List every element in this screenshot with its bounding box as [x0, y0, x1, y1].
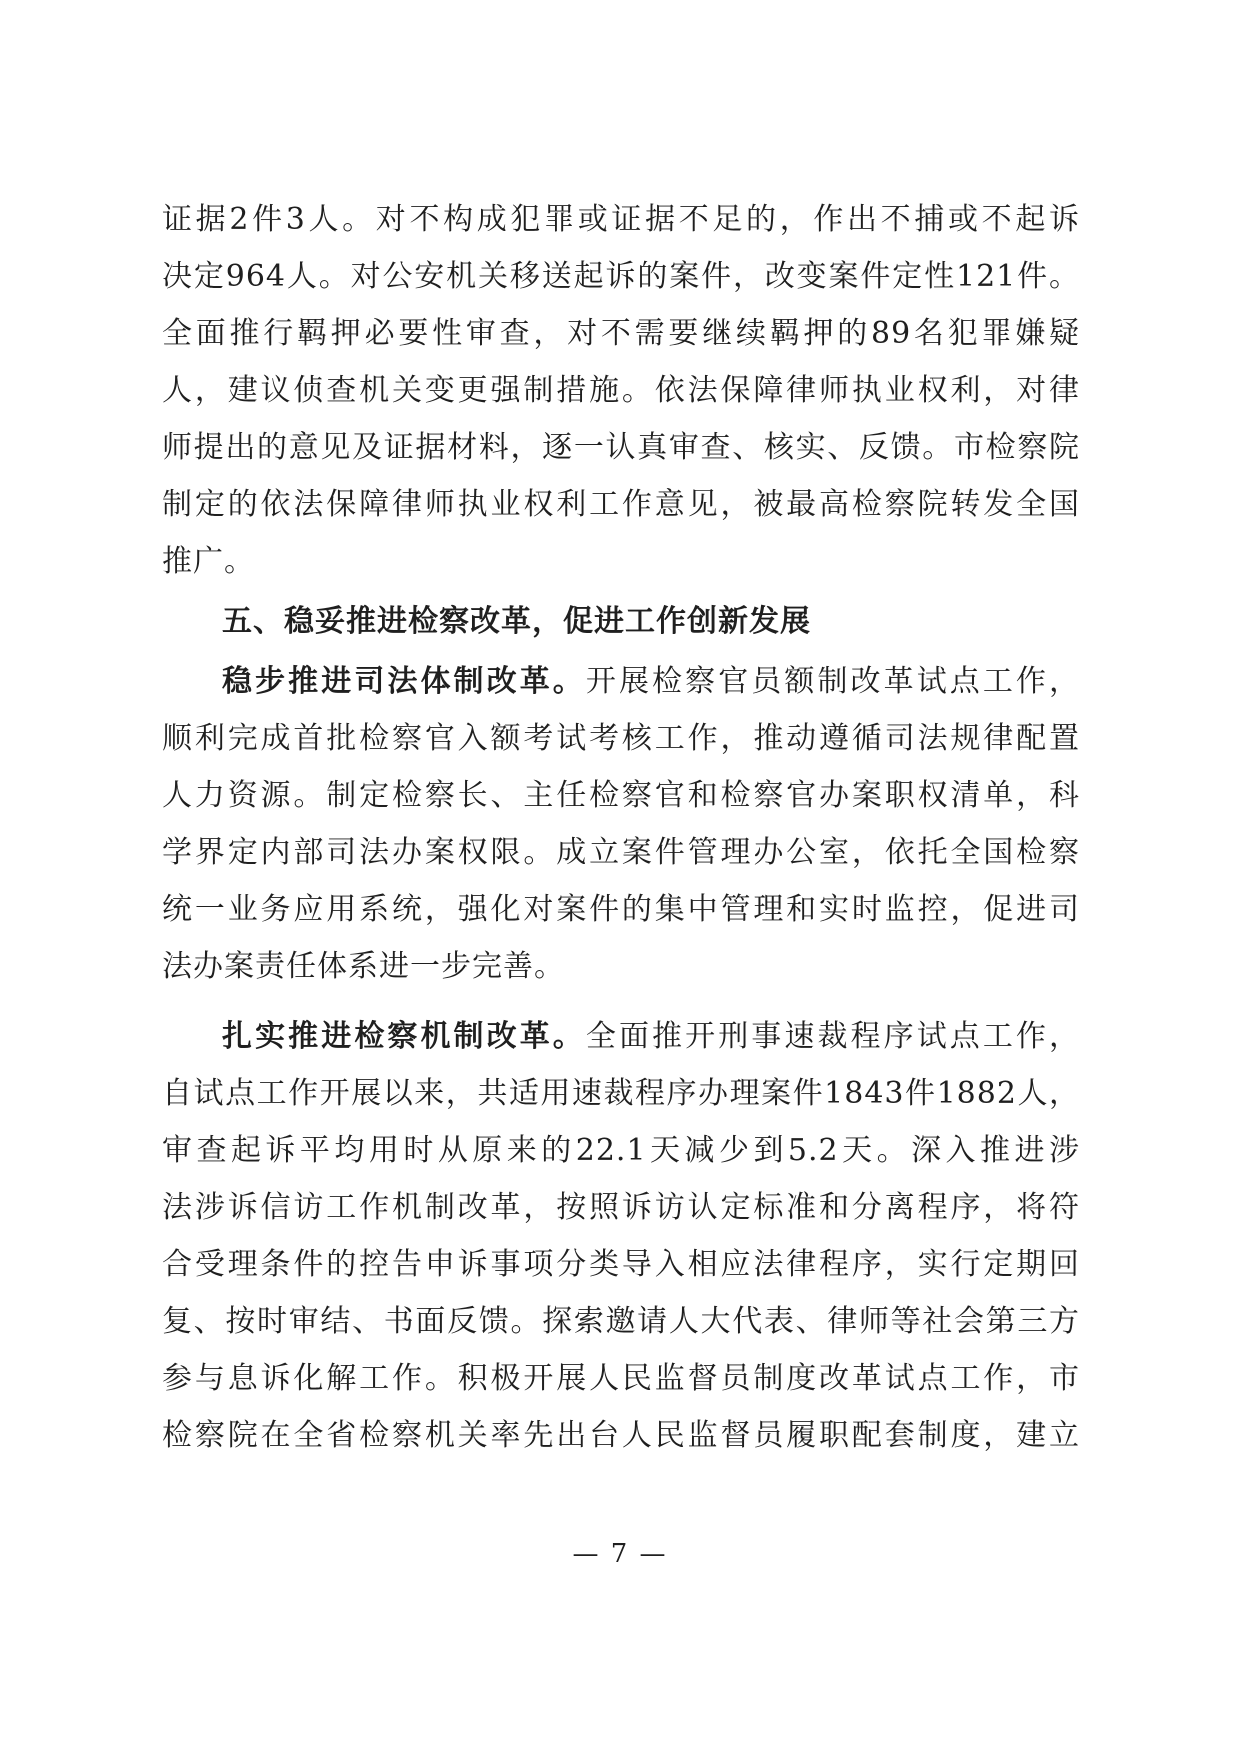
text-line: 复、按时审结、书面反馈。探索邀请人大代表、律师等社会第三方	[162, 1304, 1080, 1339]
text-line: 检察院在全省检察机关率先出台人民监督员履职配套制度，建立	[162, 1418, 1080, 1453]
text-line: 全面推行羁押必要性审查，对不需要继续羁押的89名犯罪嫌疑	[162, 316, 1080, 351]
text-line: 参与息诉化解工作。积极开展人民监督员制度改革试点工作，市	[162, 1361, 1080, 1396]
paragraph-first-rest: 全面推开刑事速裁程序试点工作，	[585, 1019, 1081, 1054]
text-line: 推广。	[162, 544, 255, 579]
paragraph-first-rest: 开展检察官员额制改革试点工作，	[585, 664, 1081, 699]
text-line: 法办案责任体系进一步完善。	[162, 949, 565, 984]
paragraph-lead: 扎实推进检察机制改革。	[222, 1019, 586, 1054]
text-line: 统一业务应用系统，强化对案件的集中管理和实时监控，促进司	[162, 892, 1080, 927]
paragraph-first-line	[222, 662, 1080, 702]
text-line: 合受理条件的控告申诉事项分类导入相应法律程序，实行定期回	[162, 1247, 1080, 1282]
text-line: 学界定内部司法办案权限。成立案件管理办公室，依托全国检察	[162, 835, 1080, 870]
paragraph-first-line	[222, 1017, 1080, 1057]
page-number: — 7 —	[572, 1539, 668, 1569]
text-line: 师提出的意见及证据材料，逐一认真审查、核实、反馈。市检察院	[162, 430, 1080, 465]
text-line: 审查起诉平均用时从原来的22.1天减少到5.2天。深入推进涉	[162, 1133, 1080, 1168]
text-line: 自试点工作开展以来，共适用速裁程序办理案件1843件1882人，	[162, 1076, 1080, 1111]
text-line: 决定964人。对公安机关移送起诉的案件，改变案件定性121件。	[162, 259, 1080, 294]
text-line: 制定的依法保障律师执业权利工作意见，被最高检察院转发全国	[162, 487, 1080, 522]
text-line: 法涉诉信访工作机制改革，按照诉访认定标准和分离程序，将符	[162, 1190, 1080, 1225]
text-line: 人，建议侦查机关变更强制措施。依法保障律师执业权利，对律	[162, 373, 1080, 408]
text-line: 证据2件3人。对不构成犯罪或证据不足的，作出不捕或不起诉	[162, 202, 1080, 237]
text-line: 人力资源。制定检察长、主任检察官和检察官办案职权清单，科	[162, 778, 1080, 813]
text-line: 顺利完成首批检察官入额考试考核工作，推动遵循司法规律配置	[162, 721, 1080, 756]
section-heading: 五、稳妥推进检察改革，促进工作创新发展	[222, 604, 811, 639]
paragraph-lead: 稳步推进司法体制改革。	[222, 664, 586, 699]
